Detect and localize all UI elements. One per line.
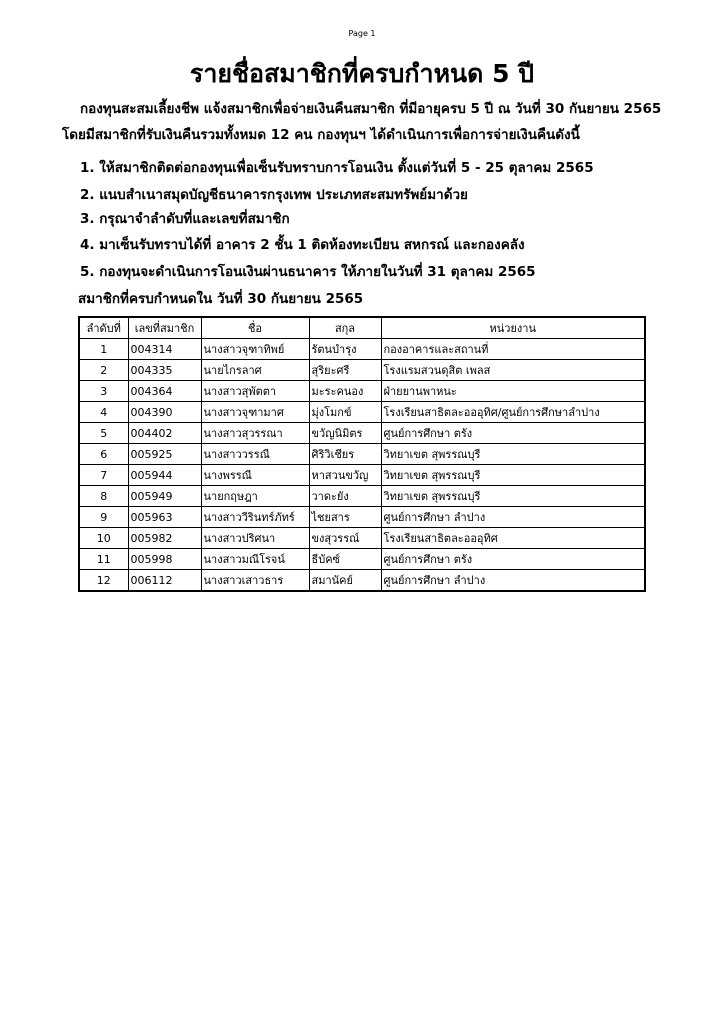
cell-member-id: 004364 — [128, 381, 201, 402]
cell-surname: ขงสุวรรณ์ — [309, 528, 381, 549]
table-row — [79, 444, 645, 465]
header-member-id: เลขที่สมาชิก — [128, 317, 201, 339]
cell-unit: โรงเรียนสาธิตละอออุทิศ/ศูนย์การศึกษาลำปาง — [381, 402, 645, 423]
table-row — [79, 423, 645, 444]
cell-unit: โรงแรมสวนดุสิต เพลส — [381, 360, 645, 381]
cell-unit: ศูนย์การศึกษา ตรัง — [381, 549, 645, 570]
intro-line-2: โดยมีสมาชิกที่รับเงินคืนรวมทั้งหมด 12 คน กองทุนฯ ได้ดำเนินการเพื่อการจ่ายเงินคืนดังนี้ — [62, 127, 580, 143]
cell-unit: วิทยาเขต สุพรรณบุรี — [381, 486, 645, 507]
cell-member-id: 005963 — [128, 507, 201, 528]
cell-unit: กองอาคารและสถานที่ — [381, 339, 645, 360]
table-row — [79, 486, 645, 507]
cell-member-id: 005925 — [128, 444, 201, 465]
cell-member-id: 005982 — [128, 528, 201, 549]
table-row — [79, 360, 645, 381]
cell-surname: ไชยสาร — [309, 507, 381, 528]
cell-order: 3 — [79, 381, 128, 402]
cell-order: 12 — [79, 570, 128, 592]
cell-member-id: 006112 — [128, 570, 201, 592]
cell-surname: วาดะยัง — [309, 486, 381, 507]
cell-member-id: 005949 — [128, 486, 201, 507]
instruction-3: 3. กรุณาจำลำดับที่และเลขที่สมาชิก — [80, 211, 290, 227]
cell-member-id: 004314 — [128, 339, 201, 360]
instruction-1: 1. ให้สมาชิกติดต่อกองทุนเพื่อเซ็นรับทราบการโอนเงิน ตั้งแต่วันที่ 5 - 25 ตุลาคม 2565 — [80, 160, 594, 176]
cell-first-name: นางสาวปริศนา — [201, 528, 309, 549]
cell-order: 8 — [79, 486, 128, 507]
cell-unit: ศูนย์การศึกษา ตรัง — [381, 423, 645, 444]
cell-first-name: นางสาวเสาวธาร — [201, 570, 309, 592]
instruction-5: 5. กองทุนจะดำเนินการโอนเงินผ่านธนาคาร ให้ภายในวันที่ 31 ตุลาคม 2565 — [80, 264, 536, 280]
cell-first-name: นางสาวสุพัตตา — [201, 381, 309, 402]
instruction-4: 4. มาเซ็นรับทราบได้ที่ อาคาร 2 ชั้น 1 ติดห้องทะเบียน สหกรณ์ และกองคลัง — [80, 237, 525, 253]
cell-first-name: นางพรรณี — [201, 465, 309, 486]
cell-order: 11 — [79, 549, 128, 570]
cell-surname: สมานัคย์ — [309, 570, 381, 592]
cell-surname: ธีบัคซ์ — [309, 549, 381, 570]
cell-first-name: นางสาวจุฑาทิพย์ — [201, 339, 309, 360]
cell-surname: สุริยะศรี — [309, 360, 381, 381]
cell-first-name: นายไกรลาศ — [201, 360, 309, 381]
table-row — [79, 465, 645, 486]
cell-first-name: นางสาวสุวรรณา — [201, 423, 309, 444]
cell-member-id: 004390 — [128, 402, 201, 423]
instruction-2: 2. แนบสำเนาสมุดบัญชีธนาคารกรุงเทพ ประเภทสะสมทรัพย์มาด้วย — [80, 187, 468, 203]
page-label: Page 1 — [348, 29, 376, 38]
cell-surname: มุ่งโมกข์ — [309, 402, 381, 423]
cell-unit: โรงเรียนสาธิตละอออุทิศ — [381, 528, 645, 549]
header-order: ลำดับที่ — [79, 317, 128, 339]
page-title: รายชื่อสมาชิกที่ครบกำหนด 5 ปี — [189, 59, 535, 88]
table-header-row — [79, 317, 645, 339]
cell-order: 2 — [79, 360, 128, 381]
cell-order: 5 — [79, 423, 128, 444]
table-row — [79, 381, 645, 402]
table-row — [79, 528, 645, 549]
header-surname: สกุล — [309, 317, 381, 339]
cell-first-name: นางสาววรรณี — [201, 444, 309, 465]
cell-first-name: นางสาวมณีโรจน์ — [201, 549, 309, 570]
cell-unit: วิทยาเขต สุพรรณบุรี — [381, 465, 645, 486]
cell-order: 1 — [79, 339, 128, 360]
members-table — [78, 316, 646, 592]
cell-order: 7 — [79, 465, 128, 486]
cell-unit: วิทยาเขต สุพรรณบุรี — [381, 444, 645, 465]
cell-order: 10 — [79, 528, 128, 549]
header-unit: หน่วยงาน — [381, 317, 645, 339]
cell-member-id: 005944 — [128, 465, 201, 486]
cell-order: 9 — [79, 507, 128, 528]
cell-unit: ศูนย์การศึกษา ลำปาง — [381, 507, 645, 528]
cell-first-name: นางสาววีรินทร์ภัทร์ — [201, 507, 309, 528]
table-row — [79, 549, 645, 570]
cell-surname: มะระคนอง — [309, 381, 381, 402]
table-row — [79, 339, 645, 360]
cell-surname: ขวัญนิมิตร — [309, 423, 381, 444]
table-subheading: สมาชิกที่ครบกำหนดใน วันที่ 30 กันยายน 2565 — [78, 291, 364, 307]
table-row — [79, 570, 645, 592]
cell-surname: ศิริวิเชียร — [309, 444, 381, 465]
cell-unit: ฝ่ายยานพาหนะ — [381, 381, 645, 402]
cell-member-id: 004402 — [128, 423, 201, 444]
cell-order: 4 — [79, 402, 128, 423]
cell-first-name: นางสาวจุฑามาศ — [201, 402, 309, 423]
cell-member-id: 005998 — [128, 549, 201, 570]
header-first-name: ชื่อ — [201, 317, 309, 339]
table-row — [79, 507, 645, 528]
cell-first-name: นายกฤษฎา — [201, 486, 309, 507]
cell-surname: รัตนบำรุง — [309, 339, 381, 360]
cell-unit: ศูนย์การศึกษา ลำปาง — [381, 570, 645, 592]
cell-order: 6 — [79, 444, 128, 465]
cell-member-id: 004335 — [128, 360, 201, 381]
table-row — [79, 402, 645, 423]
intro-line-1: กองทุนสะสมเลี้ยงชีพ แจ้งสมาชิกเพื่อจ่ายเงินคืนสมาชิก ที่มีอายุครบ 5 ปี ณ วันที่ 30 กันยายน 2565 — [80, 101, 662, 117]
cell-surname: หาสวนขวัญ — [309, 465, 381, 486]
